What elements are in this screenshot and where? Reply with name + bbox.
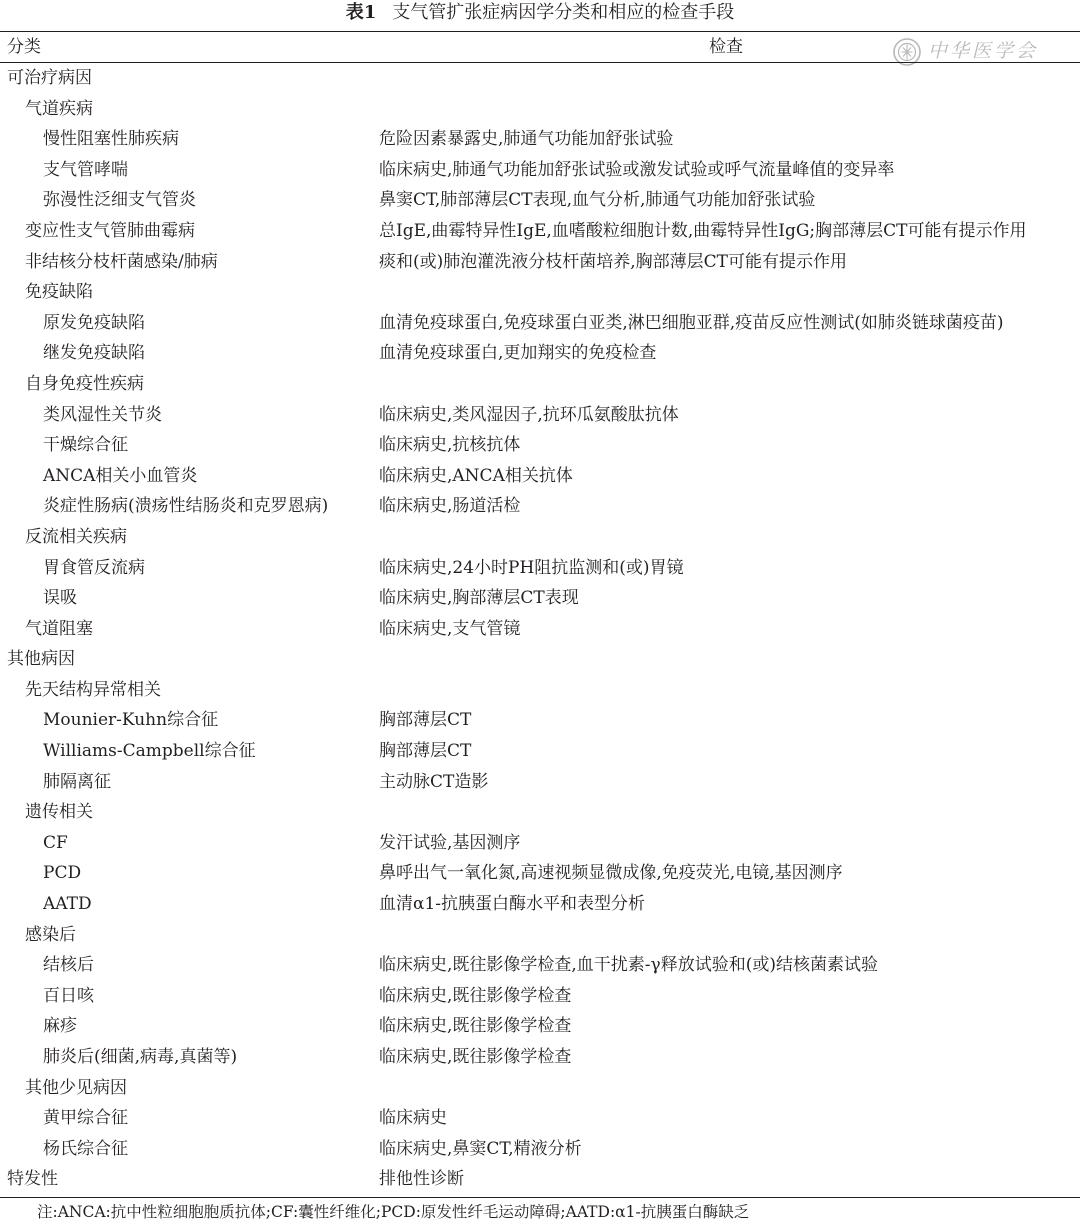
table-row <box>0 1134 1080 1165</box>
row-exam: 临床病史,既往影像学检查 <box>379 985 572 1006</box>
row-exam: 血清α1-抗胰蛋白酶水平和表型分析 <box>379 894 646 915</box>
row-category: 其他少见病因 <box>25 1077 127 1098</box>
table-row <box>0 185 1080 216</box>
table-row <box>0 828 1080 859</box>
table-row <box>0 767 1080 798</box>
table-title: 支气管扩张症病因学分类和相应的检查手段 <box>392 2 735 23</box>
row-exam: 临床病史,肠道活检 <box>379 496 521 517</box>
table-row <box>0 644 1080 675</box>
header-category: 分类 <box>7 37 41 57</box>
table-body <box>0 63 1080 1195</box>
table-row <box>0 705 1080 736</box>
row-category: 肺炎后(细菌,病毒,真菌等) <box>43 1047 238 1067</box>
top-rule <box>0 31 1080 32</box>
table-row <box>0 1103 1080 1134</box>
row-category: 感染后 <box>25 924 76 945</box>
row-exam: 临床病史,既往影像学检查 <box>379 1047 572 1067</box>
table-row <box>0 981 1080 1012</box>
row-category: PCD <box>43 863 82 884</box>
table-row <box>0 430 1080 461</box>
row-category: 可治疗病因 <box>7 68 92 88</box>
row-exam: 鼻呼出气一氧化氮,高速视频显微成像,免疫荧光,电镜,基因测序 <box>379 863 843 884</box>
row-exam: 临床病史,既往影像学检查,血干扰素-γ释放试验和(或)结核菌素试验 <box>379 955 878 976</box>
row-category: 免疫缺陷 <box>25 282 93 303</box>
row-category: 误吸 <box>43 588 77 609</box>
row-exam: 临床病史,既往影像学检查 <box>379 1016 572 1037</box>
row-category: 麻疹 <box>43 1016 77 1037</box>
table-row <box>0 797 1080 828</box>
row-category: 百日咳 <box>43 985 94 1006</box>
row-exam: 危险因素暴露史,肺通气功能加舒张试验 <box>379 129 674 150</box>
table-row <box>0 1073 1080 1104</box>
row-exam: 鼻窦CT,肺部薄层CT表现,血气分析,肺通气功能加舒张试验 <box>379 190 816 211</box>
row-exam: 胸部薄层CT <box>379 741 472 762</box>
row-exam: 临床病史,肺通气功能加舒张试验或激发试验或呼气流量峰值的变异率 <box>379 159 895 180</box>
row-exam: 血清免疫球蛋白,免疫球蛋白亚类,淋巴细胞亚群,疫苗反应性测试(如肺炎链球菌疫苗) <box>379 312 1004 333</box>
table-caption <box>0 0 1080 28</box>
row-exam: 总IgE,曲霉特异性IgE,血嗜酸粒细胞计数,曲霉特异性IgG;胸部薄层CT可能有提示作用 <box>379 220 1027 241</box>
table-row <box>0 338 1080 369</box>
row-category: 弥漫性泛细支气管炎 <box>43 190 196 211</box>
table-row <box>0 216 1080 247</box>
row-category: 气道疾病 <box>25 98 93 119</box>
row-category: ANCA相关小血管炎 <box>43 465 198 486</box>
row-exam: 临床病史,胸部薄层CT表现 <box>379 588 579 609</box>
row-exam: 临床病史,鼻窦CT,精液分析 <box>379 1138 582 1159</box>
row-category: 慢性阻塞性肺疾病 <box>43 129 179 150</box>
row-category: 气道阻塞 <box>25 618 93 639</box>
row-category: 其他病因 <box>7 649 75 670</box>
bottom-rule <box>0 1197 1080 1198</box>
table-row <box>0 614 1080 645</box>
table-row <box>0 553 1080 584</box>
row-category: 变应性支气管肺曲霉病 <box>25 220 195 241</box>
table-row <box>0 950 1080 981</box>
row-category: 黄甲综合征 <box>43 1108 128 1129</box>
table-row <box>0 155 1080 186</box>
row-exam: 发汗试验,基因测序 <box>379 832 521 853</box>
row-category: 肺隔离征 <box>43 771 111 792</box>
table-row <box>0 94 1080 125</box>
table-row <box>0 400 1080 431</box>
row-category: 自身免疫性疾病 <box>25 373 144 394</box>
row-exam: 排他性诊断 <box>379 1169 464 1190</box>
row-category: 类风湿性关节炎 <box>43 404 162 425</box>
table-row <box>0 522 1080 553</box>
table-row <box>0 920 1080 951</box>
table-row <box>0 1042 1080 1073</box>
table-number: 表1 <box>345 2 377 23</box>
row-exam: 临床病史,类风湿因子,抗环瓜氨酸肽抗体 <box>379 404 679 425</box>
row-category: 干燥综合征 <box>43 435 128 456</box>
table-row <box>0 277 1080 308</box>
row-category: 胃食管反流病 <box>43 557 145 578</box>
row-category: 杨氏综合征 <box>43 1138 128 1159</box>
row-exam: 临床病史,抗核抗体 <box>379 435 521 456</box>
table-footnote: 注:ANCA:抗中性粒细胞胞质抗体;CF:囊性纤维化;PCD:原发性纤毛运动障碍;AATD:α1-抗胰蛋白酶缺乏 <box>37 1203 750 1221</box>
watermark-text: 中华医学会 <box>928 40 1039 62</box>
table-row <box>0 63 1080 94</box>
table-row <box>0 675 1080 706</box>
row-category: 原发免疫缺陷 <box>43 312 145 333</box>
row-category: CF <box>43 832 68 853</box>
row-exam: 胸部薄层CT <box>379 710 472 731</box>
table-row <box>0 736 1080 767</box>
row-category: 反流相关疾病 <box>25 526 127 547</box>
table-row <box>0 124 1080 155</box>
table-row <box>0 461 1080 492</box>
row-category: Williams-Campbell综合征 <box>43 741 256 762</box>
row-category: 特发性 <box>7 1169 58 1190</box>
row-exam: 主动脉CT造影 <box>379 771 489 792</box>
row-exam: 临床病史 <box>379 1108 447 1129</box>
row-category: AATD <box>43 894 92 915</box>
header-exam: 检查 <box>709 37 743 57</box>
table-row <box>0 583 1080 614</box>
table-row <box>0 858 1080 889</box>
row-exam: 血清免疫球蛋白,更加翔实的免疫检查 <box>379 343 657 364</box>
row-exam: 痰和(或)肺泡灌洗液分枝杆菌培养,胸部薄层CT可能有提示作用 <box>379 251 848 272</box>
table-row <box>0 308 1080 339</box>
row-category: 先天结构异常相关 <box>25 679 161 700</box>
row-category: 炎症性肠病(溃疡性结肠炎和克罗恩病) <box>43 496 329 517</box>
row-exam: 临床病史,支气管镜 <box>379 618 521 639</box>
row-category: 支气管哮喘 <box>43 159 128 180</box>
table-row <box>0 247 1080 278</box>
row-category: 遗传相关 <box>25 802 93 823</box>
row-exam: 临床病史,24小时PH阻抗监测和(或)胃镜 <box>379 557 684 578</box>
table-row <box>0 491 1080 522</box>
row-category: 非结核分枝杆菌感染/肺病 <box>25 251 218 272</box>
row-exam: 临床病史,ANCA相关抗体 <box>379 465 573 486</box>
row-category: 继发免疫缺陷 <box>43 343 145 364</box>
row-category: 结核后 <box>43 955 94 976</box>
table-row <box>0 369 1080 400</box>
table-row <box>0 889 1080 920</box>
table-row <box>0 1164 1080 1195</box>
row-category: Mounier-Kuhn综合征 <box>43 710 219 731</box>
table-row <box>0 1011 1080 1042</box>
